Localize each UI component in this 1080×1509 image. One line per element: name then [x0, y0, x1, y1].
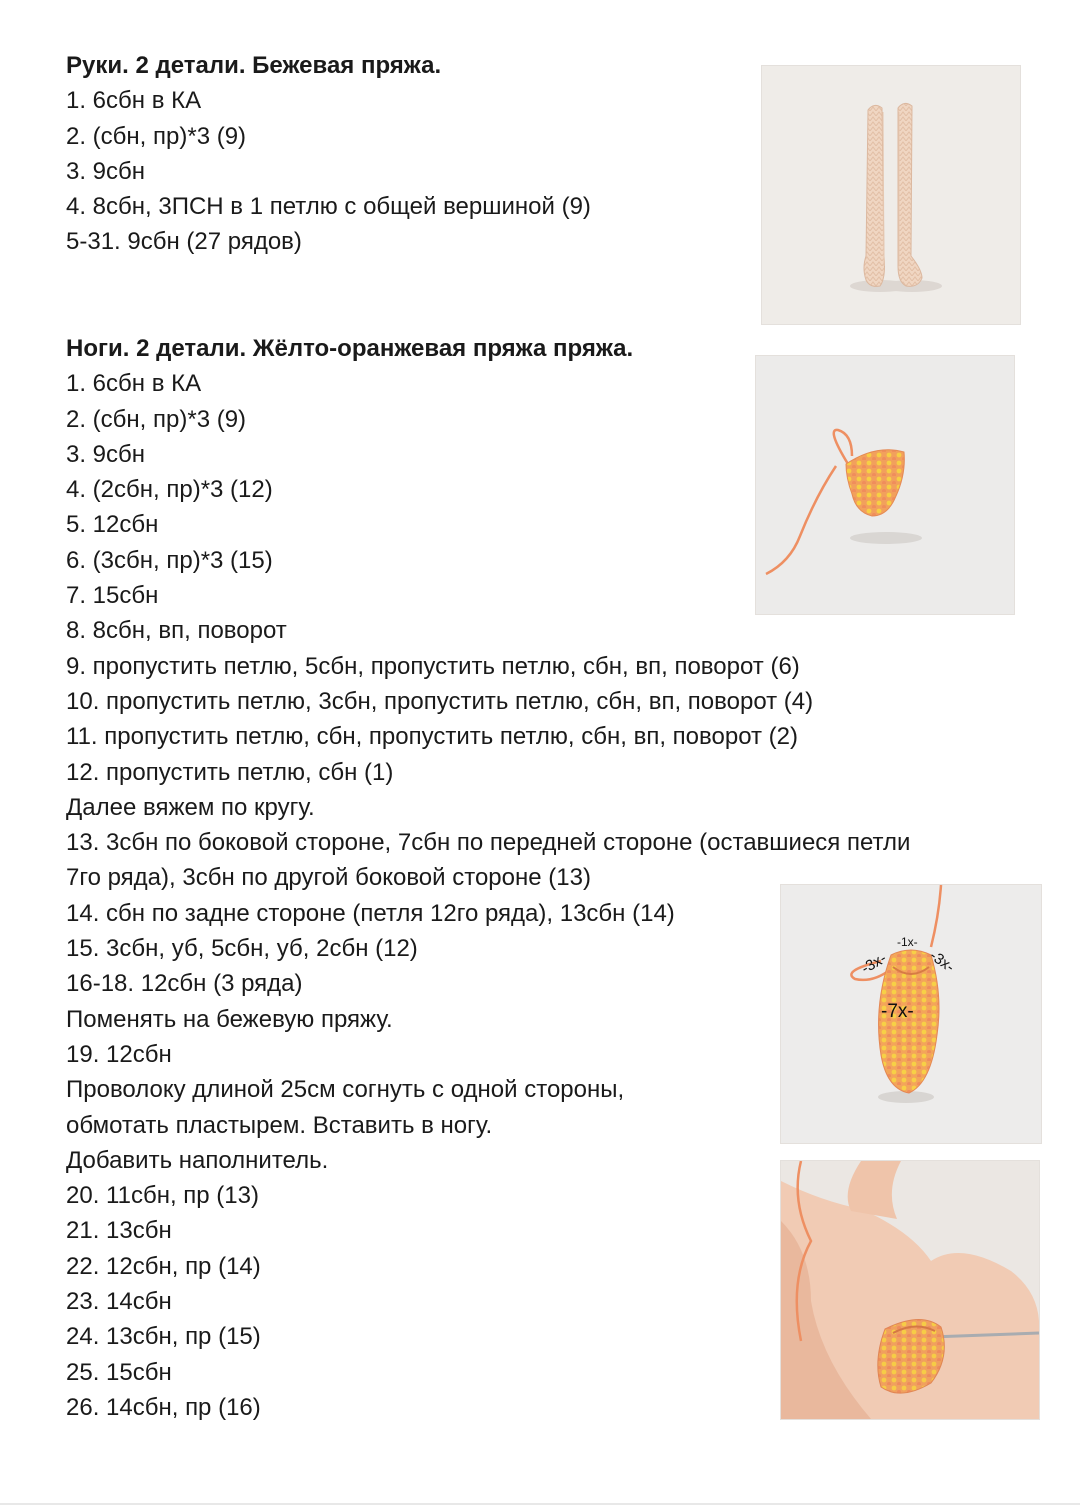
legs-heading: Ноги. 2 детали. Жёлто-оранжевая пряжа пряжа. [66, 335, 634, 362]
pattern-row: 11. пропустить петлю, сбн, пропустить петлю, сбн, вп, поворот (2) [66, 723, 798, 751]
stitch-label-right: -3x- [926, 947, 958, 976]
pattern-row: 2. (сбн, пр)*3 (9) [66, 122, 247, 150]
pattern-row: 19. 12сбн [66, 1040, 172, 1068]
stitch-label-middle: -1x- [897, 935, 918, 949]
instruction-line: Поменять на бежевую пряжу. [66, 1005, 393, 1033]
pattern-row: 5-31. 9сбн (27 рядов) [66, 228, 302, 256]
instruction-line: Добавить наполнитель. [66, 1146, 329, 1174]
pattern-row: 22. 12сбн, пр (14) [66, 1252, 261, 1280]
pattern-row: 21. 13сбн [66, 1217, 172, 1245]
pattern-row: 4. (2сбн, пр)*3 (12) [66, 476, 273, 504]
annotated-foot-photo [780, 884, 1042, 1144]
instruction-line: обмотать пластырем. Вставить в ногу. [66, 1111, 493, 1139]
pattern-row: 25. 15сбн [66, 1358, 172, 1386]
pattern-row: 4. 8сбн, 3ПСН в 1 петлю с общей вершиной (9) [66, 193, 591, 221]
pattern-row: 24. 13сбн, пр (15) [66, 1323, 261, 1351]
arms-heading: Руки. 2 детали. Бежевая пряжа. [66, 52, 442, 79]
toe-piece-photo [755, 355, 1015, 615]
page-bottom-rule [0, 1503, 1080, 1505]
pattern-row: 2. (сбн, пр)*3 (9) [66, 405, 247, 433]
pattern-row: 1. 6сбн в КА [66, 87, 202, 115]
pattern-row: 15. 3сбн, уб, 5сбн, уб, 2сбн (12) [66, 935, 418, 963]
hand-with-hook-photo [780, 1160, 1040, 1420]
pattern-row: 1. 6сбн в КА [66, 370, 202, 398]
pattern-row: 20. 11сбн, пр (13) [66, 1182, 259, 1210]
pattern-row: 14. сбн по задне стороне (петля 12го ряда), 13сбн (14) [66, 899, 675, 927]
pattern-row: 9. пропустить петлю, 5сбн, пропустить петлю, сбн, вп, поворот (6) [66, 652, 800, 680]
pattern-row-continued: 7го ряда), 3сбн по другой боковой стороне (13) [66, 864, 591, 892]
instruction-line: Далее вяжем по кругу. [66, 793, 315, 821]
arms-photo [761, 65, 1021, 325]
pattern-row: 12. пропустить петлю, сбн (1) [66, 758, 394, 786]
pattern-row: 16-18. 12сбн (3 ряда) [66, 970, 303, 998]
stitch-label-left: -3x- [858, 949, 890, 978]
pattern-row: 13. 3сбн по боковой стороне, 7сбн по передней стороне (оставшиеся петли [66, 829, 911, 857]
pattern-row: 8. 8сбн, вп, поворот [66, 617, 287, 645]
pattern-row: 5. 12сбн [66, 511, 159, 539]
pattern-row: 3. 9сбн [66, 440, 146, 468]
arms-section [66, 48, 591, 260]
pattern-row: 7. 15сбн [66, 582, 159, 610]
pattern-row: 3. 9сбн [66, 157, 146, 185]
pattern-row: 23. 14сбн [66, 1288, 172, 1316]
instruction-line: Проволоку длиной 25см согнуть с одной стороны, [66, 1076, 625, 1104]
pattern-row: 6. (3сбн, пр)*3 (15) [66, 546, 273, 574]
pattern-row: 10. пропустить петлю, 3сбн, пропустить петлю, сбн, вп, поворот (4) [66, 687, 814, 715]
pattern-row: 26. 14сбн, пр (16) [66, 1393, 261, 1421]
stitch-label-front: -7x- [881, 1001, 914, 1022]
